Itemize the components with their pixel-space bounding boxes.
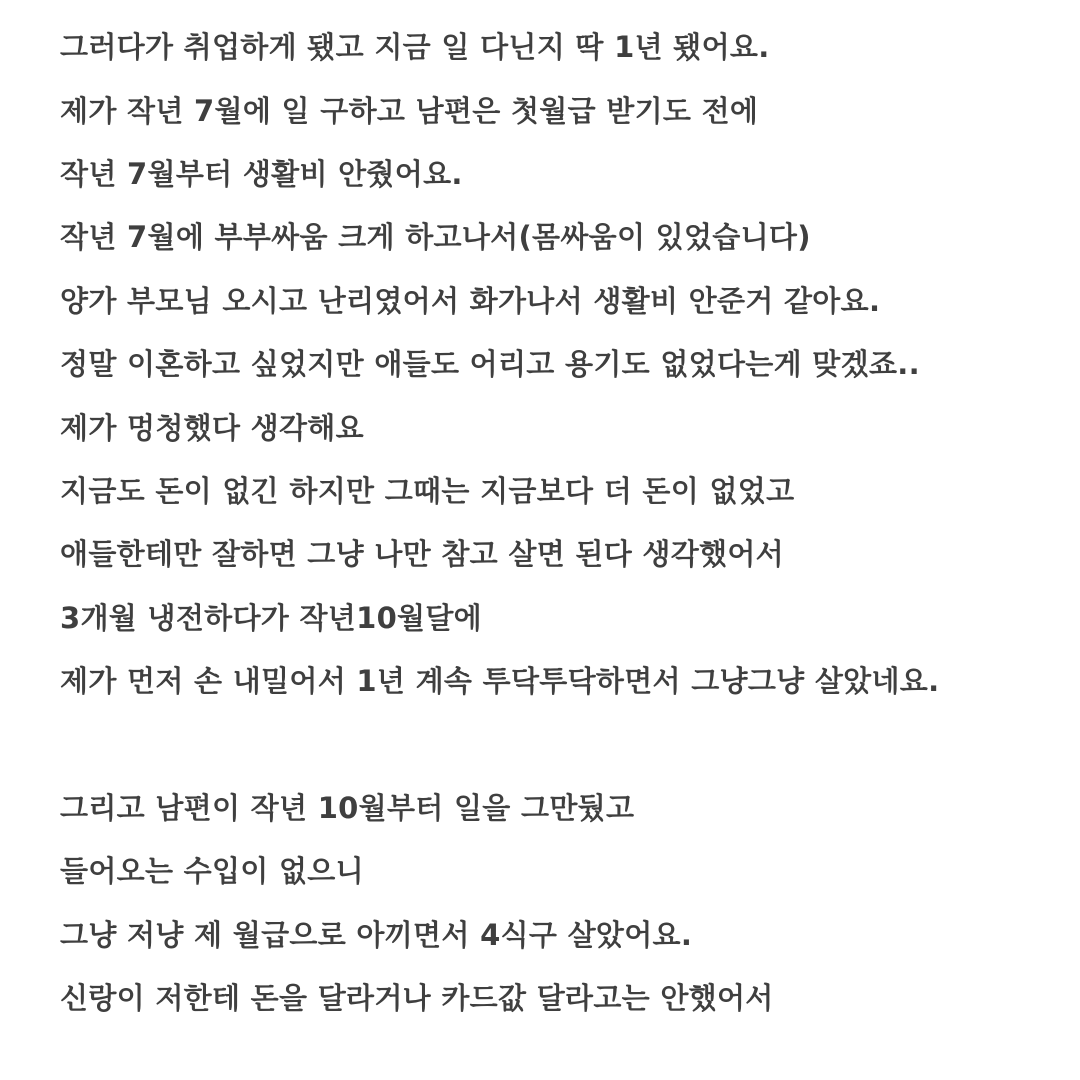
text-line: 그러다가 취업하게 됐고 지금 일 다닌지 딱 1년 됐어요. <box>60 30 770 65</box>
text-line: 애들한테만 잘하면 그냥 나만 참고 살면 된다 생각했어서 <box>60 537 784 572</box>
paragraph-gap <box>60 711 1060 774</box>
text-line: 제가 멍청했다 생각해요 <box>60 410 364 445</box>
post-text-body <box>60 14 1060 1028</box>
text-line: 제가 작년 7월에 일 구하고 남편은 첫월급 받기도 전에 <box>60 93 759 128</box>
text-line: 그리고 남편이 작년 10월부터 일을 그만뒀고 <box>60 790 635 825</box>
text-line: 제가 먼저 손 내밀어서 1년 계속 투닥투닥하면서 그냥그냥 살았네요. <box>60 664 940 699</box>
text-line: 신랑이 저한테 돈을 달라거나 카드값 달라고는 안했어서 <box>60 981 774 1016</box>
text-line: 3개월 냉전하다가 작년10월달에 <box>60 600 482 635</box>
text-line: 정말 이혼하고 싶었지만 애들도 어리고 용기도 없었다는게 맞겠죠.. <box>60 347 920 382</box>
text-line: 작년 7월부터 생활비 안줬어요. <box>60 156 463 191</box>
text-line: 지금도 돈이 없긴 하지만 그때는 지금보다 더 돈이 없었고 <box>60 473 795 508</box>
text-line: 양가 부모님 오시고 난리였어서 화가나서 생활비 안준거 같아요. <box>60 283 881 318</box>
text-line: 들어오는 수입이 없으니 <box>60 854 364 889</box>
text-line: 그냥 저냥 제 월급으로 아끼면서 4식구 살았어요. <box>60 917 693 952</box>
text-line: 작년 7월에 부부싸움 크게 하고나서(몸싸움이 있었습니다) <box>60 220 811 255</box>
